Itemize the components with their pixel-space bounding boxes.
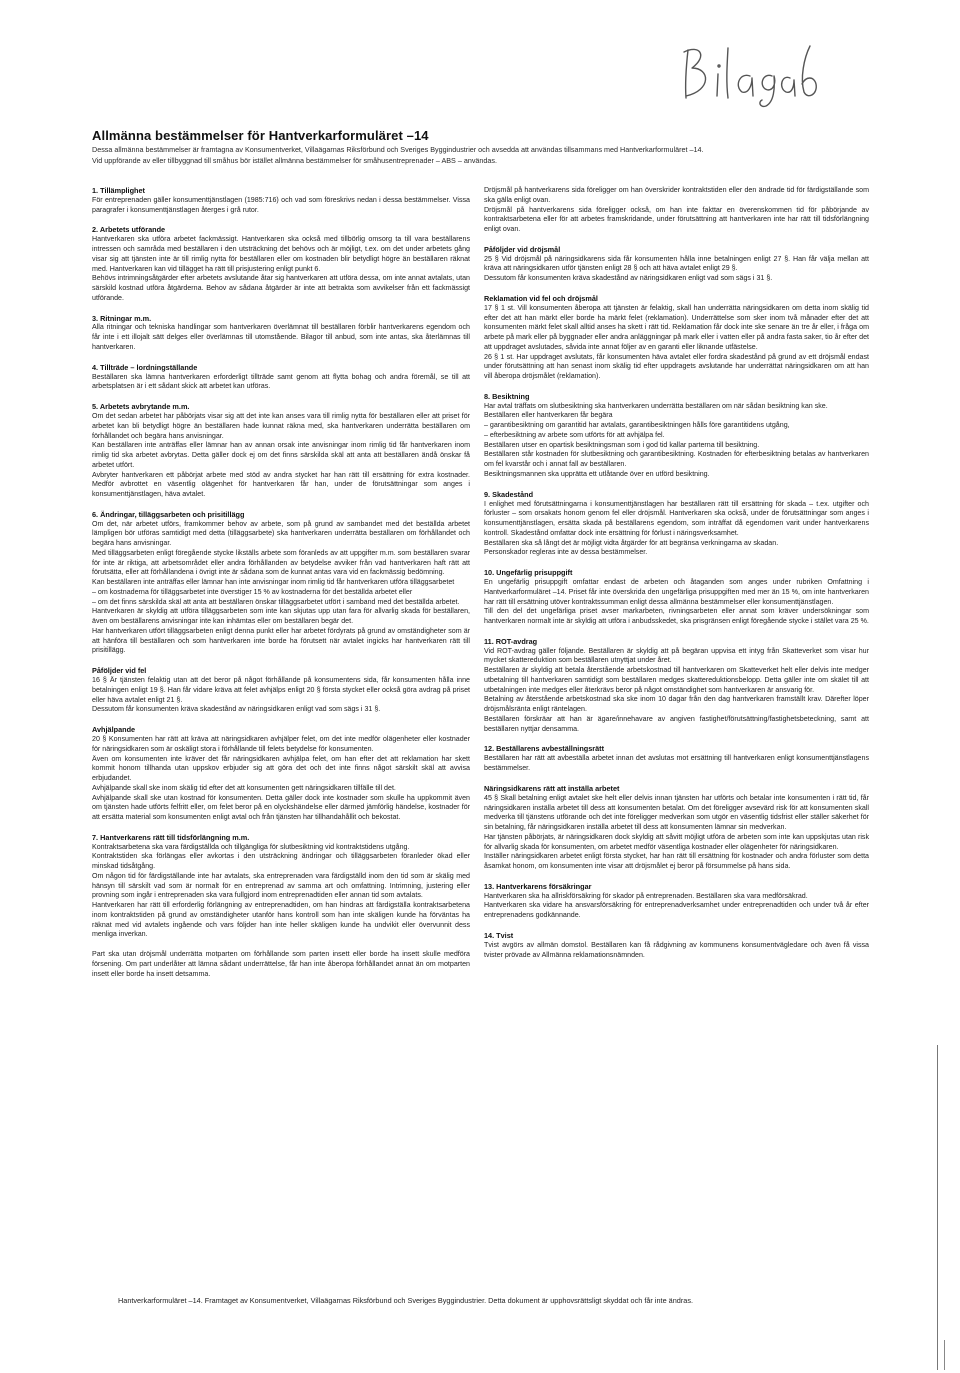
section-heading: 13. Hantverkarens försäkringar xyxy=(484,881,592,891)
section-heading: 9. Skadestånd xyxy=(484,489,534,499)
left-column xyxy=(92,186,470,989)
section-paragraph: Alla ritningar och tekniska handlingar som hantverkaren överlämnat till beställaren förblir hantverkarens egendom och får inte i ett illojalt sätt delges eller överlämnas till utomstående. Bilagor till anbud, som inte antas, ska återlämnas till hantverkaren. xyxy=(92,323,470,351)
document-section xyxy=(484,490,869,558)
section-paragraph: 25 § Vid dröjsmål på näringsidkarens sida får konsumenten hålla inne betalningen enligt 27 §. Han får välja mellan att kräva att näringsidkaren utför tjänsten enligt 28 § och att häva avtalet enligt 29 §. xyxy=(484,254,869,273)
section-paragraph: Hantverkaren ska vidare ha ansvarsförsäkring för entreprenadverksamhet under entreprenadtiden och under två år efter entreprenadens godkännande. xyxy=(484,901,869,920)
section-heading: Näringsidkarens rätt att inställa arbetet xyxy=(484,783,620,793)
document-section xyxy=(484,392,869,480)
section-paragraph: Även om konsumenten inte kräver det får näringsidkaren avhjälpa felet, om han efter det att reklamation har skett kommit honom tillhanda utan uppskov erbjuder sig att göra det och det inte finns något särskilt skäl att avvisa erbjudandet. xyxy=(92,754,470,782)
section-paragraph: – efterbesiktning av arbete som utförts för att avhjälpa fel. xyxy=(484,430,665,439)
document-section xyxy=(92,725,470,823)
section-paragraph: 20 § Konsumenten har rätt att kräva att näringsidkaren avhjälper felet, om det inte medför olägenheter eller kostnader för näringsidkaren som är oskäligt stora i förhållande till felets betydelse för konsumenten. xyxy=(92,735,470,753)
section-paragraph: Beställaren utser en opartisk besiktningsman som i god tid kallar parterna till besiktning. xyxy=(484,440,760,449)
section-paragraph: – om det finns särskilda skäl att anta att beställaren önskar tilläggsarbetet utfört i samband med det beställda arbetet. xyxy=(92,597,460,606)
section-paragraph: Beställaren är skyldig att betala återstående arbetskostnad till hantverkaren om Skatteverket helt eller delvis inte medger utbetalning till hantverkaren samtidigt som beställaren medges skattereduktionsbelopp. Detta gäller inte om skälet till att utbetalningen inte medges eller återkrävs beror på något omständighet som hantverkaren är ansvarig för. xyxy=(484,666,869,694)
document-section xyxy=(484,245,869,284)
section-paragraph: För entreprenaden gäller konsumenttjänstlagen (1985:716) och vad som föreskrivs nedan i dessa bestämmelser. Vissa paragrafer i konsumenttjänstlagen återges i grå rutor. xyxy=(92,195,470,214)
section-paragraph: Dessutom får konsumenten kräva skadestånd av näringsidkaren enligt vad som sägs i 31 §. xyxy=(484,274,773,283)
section-heading: 5. Arbetets avbrytande m.m. xyxy=(92,402,190,412)
section-heading: 7. Hantverkarens rätt till tidsförlängning m.m. xyxy=(92,832,250,842)
section-heading: 8. Besiktning xyxy=(484,391,530,401)
section-paragraph: – garantibesiktning om garantitid har avtalats, garantibesiktningen hålls före garantitidens utgång, xyxy=(484,421,790,430)
section-paragraph: Hantverkaren är skyldig att utföra tilläggsarbeten som inte kan skjutas upp utan fara för allvarlig skada för beställaren, även om beställarens anvisningar inte kan inhämtas eller om beställaren begär det. xyxy=(92,607,470,626)
document-section xyxy=(92,225,470,303)
document-section xyxy=(484,568,869,627)
section-paragraph: Beställaren förskräar att han är ägare/innehavare av angiven fastighet/förutsättning/fastighetsbeteckning, samt att beställaren nyttjar densamma. xyxy=(484,714,869,733)
section-paragraph: Hantverkaren har rätt till erforderlig förlängning av entreprenadtiden, om han hindras att färdigställa kontraktsarbetena inom kontraktstiden på grund av omständigheter utanför hans kontroll som han inte skäligen kunde ha förväntas ha räknat med vid avtalets ingående och vars följder han inte heller skäligen kunde ha undvikit eller övervunnit dess menliga inverkan. xyxy=(92,901,470,939)
section-paragraph: Har hantverkaren utfört tilläggsarbeten enligt denna punkt eller har arbetet fördyrats på grund av omständigheter som är att hänföra till beställaren och som hantverkaren inte borde ha förutsett när avtalet ingicks har hantverkaren rätt till prisitillägg. xyxy=(92,626,470,655)
document-section xyxy=(92,666,470,715)
document-section xyxy=(92,186,470,215)
section-paragraph: Behövs intrimningsåtgärder efter arbetets avslutande åtar sig hantverkaren att utföra dessa, om inte annat avtalats, utan särskild kostnad utföra åtgärderna. Behov av sådana åtgärder är inte att betrakta som avvikelser från ett fackmässigt utförande. xyxy=(92,274,470,302)
section-paragraph: Hantverkaren ska utföra arbetet fackmässigt. Hantverkaren ska också med tillbörlig omsorg ta till vara beställarens intressen och samråda med beställaren i den utsträckning det behövs och är möjligt, t.ex. om det under arbetets gång visar sig att tjänsten inte är till rimlig nytta för beställaren eller om kostnaden blir betydligt högre än beställaren räknat med. Hantverkaren kan vid tillägget ha rätt till prisjustering enligt punkt 6. xyxy=(92,235,470,273)
section-heading: 14. Tvist xyxy=(484,930,514,940)
section-paragraph: Beställaren eller hantverkaren får begära xyxy=(484,411,613,420)
section-paragraph: Kontraktstiden ska förlängas eller avkortas i den utsträckning ändringar och tilläggsarbeten föranleder ökad eller minskad tidsåtgång. xyxy=(92,852,470,871)
section-paragraph: Har tjänsten påbörjats, är näringsidkaren dock skyldig att såvitt möjligt utföra de arbeten som inte kan uppskjutas utan risk för allvarlig skada för konsumenten, om arbetet medför väsentliga kostnader eller olägenheter för näringsidkaren. xyxy=(484,832,869,851)
section-paragraph: Har avtal träffats om slutbesiktning ska hantverkaren underrätta beställaren om när sådan besiktning kan ske. xyxy=(484,401,828,410)
section-paragraph: Vid ROT-avdrag gäller följande. Beställaren är skyldig att på begäran uppvisa ett intyg från Skatteverket som visar hur mycket skattereduktion som beställaren utnyttjat under året. xyxy=(484,646,869,665)
section-heading: 1. Tillämplighet xyxy=(92,186,145,195)
section-paragraph: Med tilläggsarbeten enligt föregående stycke likställs arbete som föranleds av att uppgifter m.m. som beställaren svarar för inte är riktiga, att arbetsområdet eller andra förhållanden av betydelse avviker från vad hantverkaren haft rätt att förutsätta, eller att förhållandena i övrigt inte är sådana som de kunnat antas vara vid en fackmässig bedömning. xyxy=(92,548,470,577)
section-heading: 4. Tillträde – lordningställande xyxy=(92,362,198,372)
section-paragraph: Dröjsmål på hantverkarens sida föreligger om han överskrider kontraktstiden eller den ändrade tid för färdigställande som ska gälla enligt ovan. xyxy=(484,186,869,204)
document-section xyxy=(484,744,869,773)
section-paragraph: Besiktningsmannen ska upprätta ett utlåtande över en utförd besiktning. xyxy=(484,469,710,478)
section-paragraph: 45 § Skall betalning enligt avtalet ske helt eller delvis innan tjänsten har utförts och betalar inte konsumenten i rätt tid, får näringsidkaren inställa arbetet till dess att konsumenten betalat. Om det föreligger avsevärd risk för att konsumenten skall medverka till tjänstens utförande och det inte föreligger medverkan som utgör en väsentlig tidsfrist eller ställer säkerhet för sin betalning, får näringsidkaren inställa arbetet till dess att konsumenten lämnar sin medverkan. xyxy=(484,793,869,831)
section-paragraph: Personskador regleras inte av dessa bestämmelser. xyxy=(484,548,648,557)
document-section xyxy=(92,510,470,656)
document-section xyxy=(484,784,869,872)
section-paragraph: Betalning av återstående arbetskostnad ska ske inom 10 dagar från den dag hantverkaren framställt krav. Därefter löper dröjsmålsränta enligt räntelagen. xyxy=(484,695,869,714)
section-paragraph: Avhjälpande skall ske inom skälig tid efter det att konsumenten gett näringsidkaren tillfälle till det. xyxy=(92,783,396,792)
handwritten-bilaga-annotation xyxy=(670,38,820,108)
intro-line-2: Vid uppförande av eller tillbyggnad till småhus bör istället allmänna bestämmelser för småhusentreprenader – ABS – användas. xyxy=(92,155,497,165)
section-paragraph: Beställaren har rätt att avbeställa arbetet innan det avslutas mot ersättning till hantverkaren enligt konsumenttjänstlagens bestämmelser. xyxy=(484,754,869,773)
section-paragraph: I enlighet med förutsättningarna i konsumenttjänstlagen har beställaren rätt till ersättning för skada – t.ex. utgifter och förluster – som orsakats honom genom fel eller dröjsmål. Hantverkaren ska också, under de förutsättningar som anges i konsumenttjänstlagen, ersätta skada på beställarens egendom, som inträffat då egendomen varit under hantverkarens kontroll. Skadestånd omfattar dock inte ersättning för förlust i näringsverksamhet. xyxy=(484,499,869,537)
section-paragraph: – om kostnaderna för tilläggsarbetet inte överstiger 15 % av kostnaderna för det beställda arbetet eller xyxy=(92,587,413,596)
document-section xyxy=(484,294,869,382)
section-paragraph: Inställer näringsidkaren arbetet enligt första stycket, har han rätt till ersättning för kostnader och andra förluster som detta åsamkat honom, om konsumenten inte visar att dröjsmålet ej beror på försummelse på hans sida. xyxy=(484,852,869,870)
section-paragraph: Kan beställaren inte anträffas eller lämnar han av annan orsak inte anvisningar inom rimlig tid får hantverkaren inom rimlig tid ska arbetet avbrytas. Detta gäller dock ej om det finns särskilda skäl att anta att beställaren ändå önskar få arbetet utfört. xyxy=(92,441,470,469)
section-paragraph: Part ska utan dröjsmål underrätta motparten om förhållande som parten insett eller borde ha insett skulle medföra försening. Om part underlåter att lämna sådant underrättelse, får han inte åberopa förhållandet annat än om motparten insett eller borde ha insett detsamma. xyxy=(92,950,470,978)
right-column xyxy=(484,186,869,970)
document-section xyxy=(484,931,869,960)
section-paragraph: 26 § 1 st. Har uppdraget avslutats, får konsumenten häva avtalet eller fordra skadestånd på grund av ett dröjsmål endast under förutsättning att han senast inom skälig tid efter uppdragets avslutande har underrättat näringsidkaren om att han vill åberopa dröjsmålet (reklamation). xyxy=(484,352,869,381)
section-heading: 6. Ändringar, tilläggsarbeten och prisitillägg xyxy=(92,509,245,519)
section-paragraph: Tvist avgörs av allmän domstol. Beställaren kan få rådgivning av kommunens konsumentvägledare och även få vissa tvister prövade av Allmänna reklamationsnämnden. xyxy=(484,940,869,959)
section-heading: 3. Ritningar m.m. xyxy=(92,313,152,323)
section-paragraph: Beställaren ska så långt det är möjligt vidta åtgärder för att begränsa verkningarna av skadan. xyxy=(484,538,779,547)
document-intro xyxy=(92,145,862,166)
document-title: Allmänna bestämmelser för Hantverkarformuläret –14 xyxy=(92,128,429,143)
document-footer: Hantverkarformuläret –14. Framtaget av Konsumentverket, Villaägarnas Riksförbund och Sveriges Byggindustrier. Detta dokument är upphovsrättsligt skyddat och får inte ändras. xyxy=(118,1296,693,1305)
section-paragraph: Beställaren står kostnaden för slutbesiktning och garantibesiktning. Kostnaden för efterbesiktning betalas av hantverkaren om fel kvarstår och i annat fall av beställaren. xyxy=(484,450,869,469)
section-paragraph: Om det sedan arbetet har påbörjats visar sig att det inte kan anses vara till rimlig nytta för beställaren eller att priset för arbetet kan bli betydligt högre än beställaren hade kunnat räkna med, ska hantverkaren underrätta beställaren om förhållandet och begära hans anvisningar. xyxy=(92,412,470,440)
document-section xyxy=(92,402,470,500)
section-paragraph: Om det, när arbetet utförs, framkommer behov av arbete, som på grund av sambandet med det beställda arbetet lämpligen bör utföras samtidigt med detta (tilläggsarbete) ska hantverkaren underrätta beställaren om förhållandet och begära hans anvisningar. xyxy=(92,519,470,548)
section-paragraph: Avbryter hantverkaren ett påbörjat arbete med stöd av andra stycket har han rätt till ersättning för extra kostnader. Medför avbrottet en väsentlig olägenhet för hantverkaren får han, under de förutsättningar som anges i konsumenttjänstlagen, häva avtalet. xyxy=(92,470,470,499)
intro-line-1: Dessa allmänna bestämmelser är framtagna av Konsumentverket, Villaägarnas Riksförbund och Sveriges Byggindustrier och avsedda att användas tillsammans med Hantverkarformuläret –14. xyxy=(92,145,704,154)
document-section xyxy=(92,833,470,940)
section-paragraph: 16 § Är tjänsten felaktig utan att det beror på något förhållande på konsumentens sida, får konsumenten hålla inne betalningen enligt 19 §. Han får vidare kräva att felet avhjälps enligt 20 § första stycket eller också göra avdrag på priset eller häva avtalet enligt 21 §. xyxy=(92,676,470,704)
section-paragraph: Till den del det ungefärliga priset avser markarbeten, rivningsarbeten eller annat som kräver undersökningar som hantverkaren normalt inte är skyldig att utföra i anbudsskedet, ska prisgränsen enligt föregående stycke i stället vara 25 %. xyxy=(484,607,869,626)
section-paragraph: Beställaren ska lämna hantverkaren erforderligt tillträde samt genom att flytta bohag och andra föremål, se till att arbetsplatsen är i ett sådant skick att arbetet kan utföras. xyxy=(92,372,470,391)
section-paragraph: Kontraktsarbetena ska vara färdigställda och tillgängliga för slutbesiktning vid kontraktstidens utgång. xyxy=(92,842,410,851)
section-paragraph: Om någon tid för färdigställande inte har avtalats, ska entreprenaden vara färdigställd inom den tid som är skälig med hänsyn till särskilt vad som är normalt för en entreprenad av samma art och omfattning. Intrimning, justering eller provning som ingår i entreprenaden ska vara fullgjord inom entreprenadtiden eller annan tid som avtalats. xyxy=(92,871,470,900)
document-section xyxy=(92,363,470,392)
section-paragraph: Avhjälpande skall ske utan kostnad för konsumenten. Detta gäller dock inte kostnader som skulle ha uppkommit även om tjänsten hade utförts felfritt eller, om felet beror på en olyckshändelse eller därmed jämförlig händelse, kostnader för att ersätta material som konsumenten enligt avtal och från tjänsten har tillhandahållit och bekostat. xyxy=(92,793,470,821)
section-paragraph: Kan beställaren inte anträffas eller lämnar han inte anvisningar inom rimlig tid får hantverkaren utföra tilläggsarbetet xyxy=(92,578,455,587)
scan-edge-line xyxy=(937,1045,938,1370)
section-heading: Avhjälpande xyxy=(92,725,136,735)
document-section xyxy=(484,637,869,735)
section-heading: Påföljder vid dröjsmål xyxy=(484,244,561,254)
section-heading: 11. ROT-avdrag xyxy=(484,636,538,646)
scan-edge-line-lower xyxy=(944,1340,945,1370)
section-heading: 12. Beställarens avbeställningsrätt xyxy=(484,744,605,754)
section-paragraph: En ungefärlig prisuppgift omfattar endast de arbeten och åtaganden som anges under rubriken Omfattning i Hantverkarformuläret –14. Priset får inte överskrida den ungefärliga prisuppgiften med mer än 15 %, om inte hantverkaren har rätt till ersättning utöver kontraktssumman enligt dessa allmänna bestämmelser eller konsumenttjänstlagen. xyxy=(484,578,869,606)
section-heading: 10. Ungefärlig prisuppgift xyxy=(484,568,573,578)
document-section xyxy=(92,314,470,353)
section-paragraph: Dessutom får konsumenten kräva skadestånd av näringsidkaren enligt vad som sägs i 31 §. xyxy=(92,705,381,714)
document-section xyxy=(484,882,869,921)
document-section xyxy=(92,950,470,979)
document-section xyxy=(484,186,869,235)
section-heading: Reklamation vid fel och dröjsmål xyxy=(484,293,598,303)
section-paragraph: Dröjsmål på hantverkarens sida föreligger också, om han inte fakttar en överenskommen tid för påbörjande av kontraktsarbetena eller för att arbetes framskridande, under förutsättning att hantverkaren inte har rätt till tidsförlängning enligt ovan. xyxy=(484,205,869,233)
section-paragraph: 17 § 1 st. Vill konsumenten åberopa att tjänsten är felaktig, skall han underrätta näringsidkaren om detta inom skälig tid efter det att han märkt eller borde ha märkt felet (reklamation). Underrättelse som sker inom två månader efter det att konsumenten märkt felet skall alltid anses ha skett i rätt tid. Reklamation får dock inte ske senare än tre år eller, i fråga om arbete på mark eller på byggnader eller andra anläggningar på mark eller i vatten eller på andra fasta saker, tio år efter det att uppdraget avslutades, såvida inte annat följer av en garanti eller liknande utfästelse. xyxy=(484,303,869,351)
section-paragraph: Hantverkaren ska ha allriskförsäkring för skador på entreprenaden. Beställaren ska vara medförsäkrad. xyxy=(484,891,808,900)
section-heading: 2. Arbetets utförande xyxy=(92,225,166,235)
section-heading: Påföljder vid fel xyxy=(92,666,147,676)
